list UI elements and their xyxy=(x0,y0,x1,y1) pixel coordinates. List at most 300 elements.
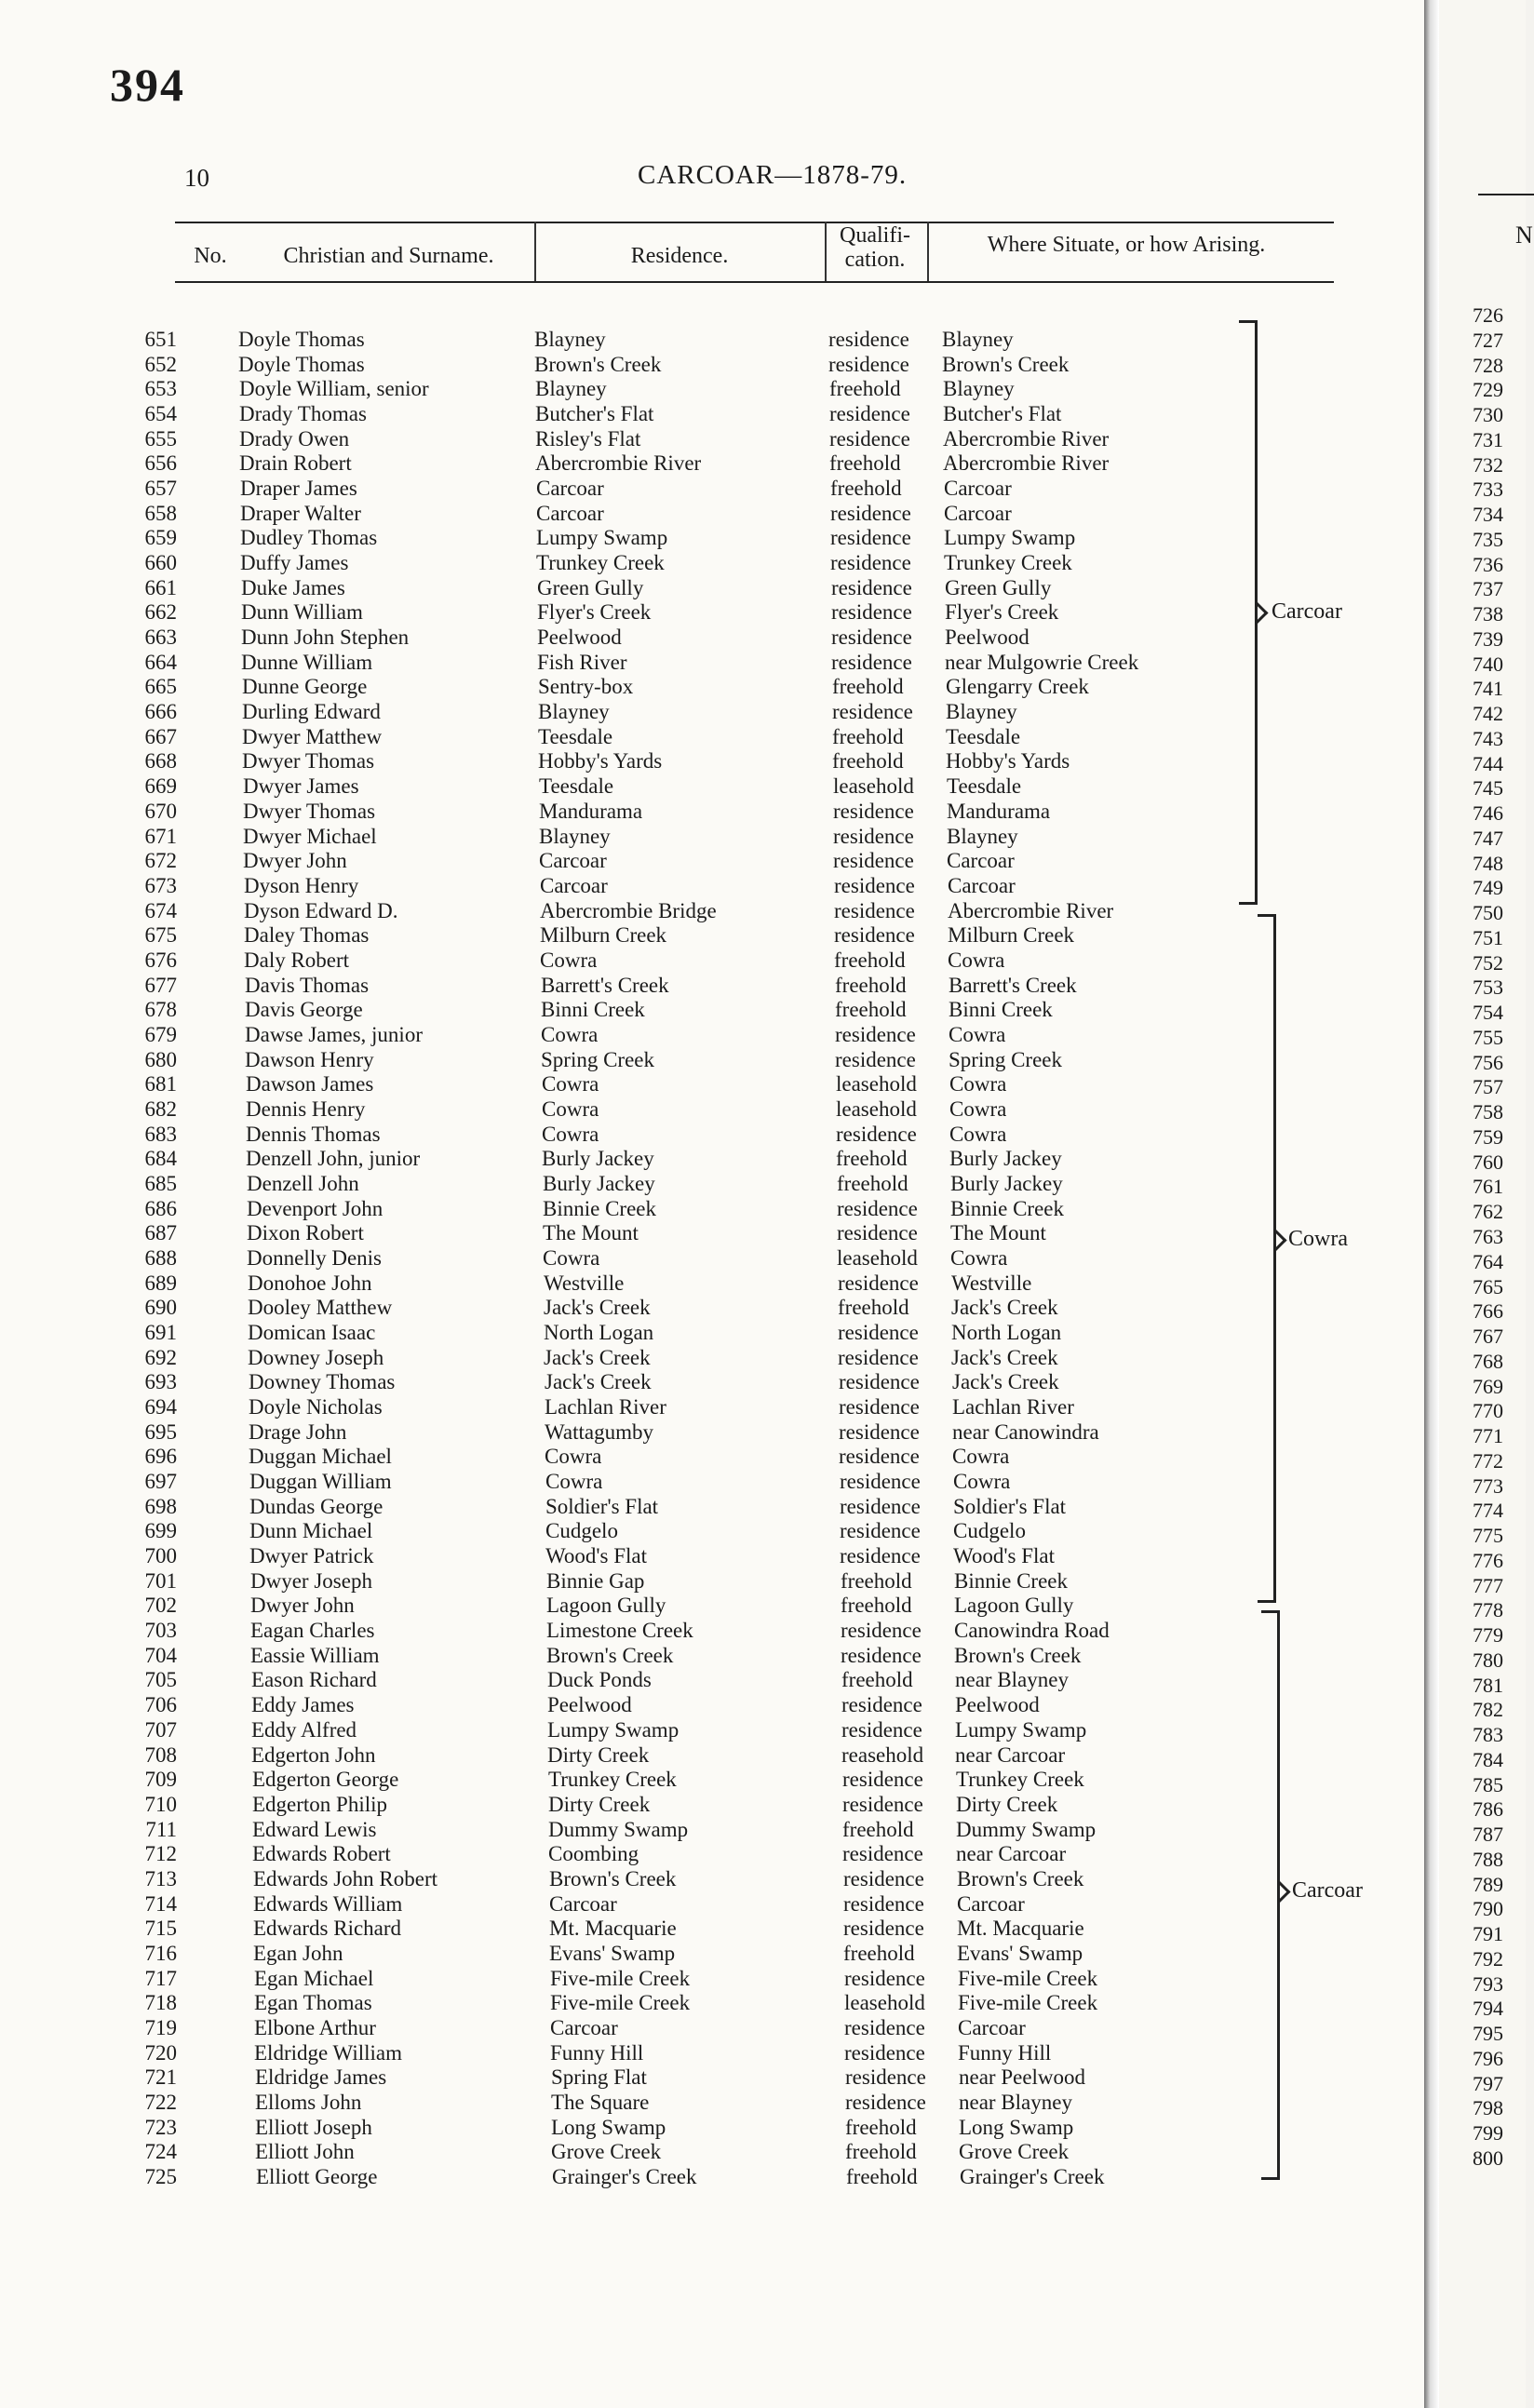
facing-entry-number: 773 xyxy=(1473,1474,1503,1498)
facing-entry-number: 761 xyxy=(1473,1175,1503,1198)
qualification-cell: freehold xyxy=(832,675,904,698)
where-situate-cell: Long Swamp xyxy=(959,2116,1074,2139)
entry-number: 651 xyxy=(144,328,177,351)
register-row xyxy=(0,1097,1424,1123)
entry-number: 673 xyxy=(144,874,177,897)
entry-number: 682 xyxy=(144,1097,177,1121)
qualification-cell: residence xyxy=(834,874,915,897)
entry-number: 715 xyxy=(144,1917,177,1940)
entry-number: 696 xyxy=(144,1445,177,1468)
where-situate-cell: near Blayney xyxy=(955,1668,1069,1691)
entry-number: 707 xyxy=(144,1718,177,1742)
entry-number: 716 xyxy=(144,1942,177,1965)
entry-number: 720 xyxy=(144,2041,177,2065)
header-top-rule xyxy=(175,222,1334,223)
facing-entry-number: 742 xyxy=(1473,702,1503,725)
register-row xyxy=(0,2016,1424,2041)
where-situate-cell: Jack's Creek xyxy=(951,1346,1058,1369)
entry-number: 664 xyxy=(144,651,177,674)
voter-name: Doyle Thomas xyxy=(238,353,365,376)
where-situate-cell: Barrett's Creek xyxy=(949,974,1077,997)
residence-cell: Abercrombie River xyxy=(535,451,702,475)
facing-entry-number: 786 xyxy=(1473,1797,1503,1821)
qualification-cell: freehold xyxy=(829,377,901,400)
voter-name: Dunn William xyxy=(241,600,363,624)
voter-name: Dixon Robert xyxy=(247,1221,364,1244)
entry-number: 705 xyxy=(144,1668,177,1691)
voter-name: Dennis Thomas xyxy=(246,1123,381,1146)
register-row xyxy=(0,1346,1424,1371)
voter-name: Elliott George xyxy=(256,2165,378,2188)
residence-cell: Cowra xyxy=(545,1445,602,1468)
entry-number: 714 xyxy=(144,1892,177,1916)
qualification-cell: freehold xyxy=(836,1147,908,1170)
where-situate-cell: Blayney xyxy=(943,377,1015,400)
where-situate-cell: Teesdale xyxy=(946,725,1021,748)
register-row xyxy=(0,477,1424,502)
voter-name: Doyle Nicholas xyxy=(249,1395,383,1419)
voter-name: Dunn John Stephen xyxy=(241,626,410,649)
residence-cell: Trunkey Creek xyxy=(536,551,665,574)
voter-name: Drady Owen xyxy=(239,427,350,451)
voter-name: Davis Thomas xyxy=(245,974,370,997)
residence-cell: Mandurama xyxy=(539,800,643,823)
entry-number: 675 xyxy=(144,923,177,947)
where-situate-cell: Abercrombie River xyxy=(943,451,1110,475)
voter-name: Draper Walter xyxy=(240,502,361,525)
voter-name: Dundas George xyxy=(249,1495,384,1518)
register-row xyxy=(0,600,1424,626)
qualification-cell: residence xyxy=(831,626,912,649)
qualification-cell: residence xyxy=(830,526,911,549)
residence-cell: Burly Jackey xyxy=(542,1147,654,1170)
entry-number: 702 xyxy=(144,1594,177,1617)
voter-name: Edwards William xyxy=(253,1892,403,1916)
residence-cell: Teesdale xyxy=(538,725,613,748)
qualification-cell: residence xyxy=(831,576,912,599)
residence-cell: Abercrombie Bridge xyxy=(540,899,717,922)
register-row xyxy=(0,2065,1424,2091)
voter-name: Dooley Matthew xyxy=(248,1296,393,1319)
residence-cell: Risley's Flat xyxy=(535,427,641,451)
register-row xyxy=(0,1842,1424,1867)
entry-number: 667 xyxy=(144,725,177,748)
page-number: 394 xyxy=(110,59,185,111)
residence-cell: Blayney xyxy=(534,328,606,351)
where-situate-cell: Wood's Flat xyxy=(953,1544,1055,1567)
facing-entry-number: 757 xyxy=(1473,1075,1503,1098)
residence-cell: Milburn Creek xyxy=(540,923,667,947)
residence-cell: Mt. Macquarie xyxy=(549,1917,677,1940)
entry-number: 674 xyxy=(144,899,177,922)
register-row xyxy=(0,1768,1424,1793)
residence-cell: Five-mile Creek xyxy=(550,1967,691,1990)
register-row xyxy=(0,1917,1424,1942)
register-row xyxy=(0,800,1424,825)
entry-number: 722 xyxy=(144,2091,177,2114)
entry-number: 708 xyxy=(144,1743,177,1767)
facing-entry-number: 791 xyxy=(1473,1922,1503,1945)
column-header-qualification: Qualifi- cation. xyxy=(840,223,910,273)
qualification-cell: leasehold xyxy=(837,1246,918,1270)
facing-entry-number: 743 xyxy=(1473,727,1503,750)
voter-name: Duggan Michael xyxy=(249,1445,392,1468)
qualification-cell: residence xyxy=(842,1793,923,1816)
voter-name: Eassie William xyxy=(250,1644,380,1667)
entry-number: 717 xyxy=(144,1967,177,1990)
facing-entry-number: 788 xyxy=(1473,1848,1503,1871)
voter-name: Dudley Thomas xyxy=(240,526,378,549)
residence-cell: Lumpy Swamp xyxy=(536,526,668,549)
column-header-residence: Residence. xyxy=(630,244,729,268)
facing-entry-number: 741 xyxy=(1473,677,1503,700)
residence-cell: Carcoar xyxy=(550,2016,618,2039)
entry-number: 685 xyxy=(144,1172,177,1195)
entry-number: 686 xyxy=(144,1197,177,1220)
residence-cell: Binnie Creek xyxy=(543,1197,656,1220)
residence-cell: Cowra xyxy=(541,1023,599,1046)
residence-cell: Soldier's Flat xyxy=(545,1495,659,1518)
facing-entry-number: 785 xyxy=(1473,1773,1503,1796)
qualification-cell: freehold xyxy=(832,749,904,773)
register-row xyxy=(0,2116,1424,2141)
register-row xyxy=(0,1644,1424,1669)
register-row xyxy=(0,1519,1424,1544)
entry-number: 669 xyxy=(144,774,177,798)
voter-name: Elliott John xyxy=(255,2140,355,2163)
voter-name: Dwyer Thomas xyxy=(243,800,376,823)
facing-entry-number: 776 xyxy=(1473,1549,1503,1572)
facing-entry-number: 726 xyxy=(1473,303,1503,327)
residence-cell: Cowra xyxy=(540,948,598,972)
where-situate-cell: Trunkey Creek xyxy=(944,551,1072,574)
voter-name: Elliott Joseph xyxy=(255,2116,372,2139)
qualification-cell: freehold xyxy=(845,2140,917,2163)
entry-number: 712 xyxy=(144,1842,177,1865)
residence-cell: Butcher's Flat xyxy=(535,402,654,425)
register-row xyxy=(0,427,1424,452)
register-row xyxy=(0,1743,1424,1769)
entry-number: 660 xyxy=(144,551,177,574)
voter-name: Dwyer Joseph xyxy=(250,1569,372,1593)
qualification-cell: freehold xyxy=(841,1594,912,1617)
header-bottom-rule xyxy=(175,281,1334,283)
facing-entry-number: 762 xyxy=(1473,1200,1503,1223)
register-row xyxy=(0,1420,1424,1446)
facing-entry-number: 793 xyxy=(1473,1972,1503,1996)
voter-name: Eldridge James xyxy=(255,2065,387,2089)
residence-cell: Trunkey Creek xyxy=(548,1768,677,1791)
register-row xyxy=(0,1370,1424,1395)
entry-number: 697 xyxy=(144,1470,177,1493)
qualification-cell: freehold xyxy=(830,477,902,500)
register-row xyxy=(0,1967,1424,1992)
qualification-cell: residence xyxy=(840,1544,921,1567)
where-situate-cell: Hobby's Yards xyxy=(946,749,1070,773)
residence-cell: Peelwood xyxy=(547,1693,632,1716)
where-situate-cell: Cowra xyxy=(949,1123,1007,1146)
residence-cell: Peelwood xyxy=(537,626,622,649)
qualification-cell: freehold xyxy=(832,725,904,748)
register-row xyxy=(0,725,1424,750)
residence-cell: Brown's Creek xyxy=(534,353,662,376)
qualification-cell: residence xyxy=(829,427,910,451)
qualification-cell: residence xyxy=(844,2016,925,2039)
voter-name: Dyson Edward D. xyxy=(244,899,398,922)
register-row xyxy=(0,1470,1424,1495)
entry-number: 692 xyxy=(144,1346,177,1369)
entry-number: 710 xyxy=(144,1793,177,1816)
voter-name: Daley Thomas xyxy=(244,923,370,947)
entry-number: 676 xyxy=(144,948,177,972)
voter-name: Dwyer Matthew xyxy=(242,725,383,748)
qualification-cell: residence xyxy=(844,1967,925,1990)
qualification-cell: residence xyxy=(832,700,913,723)
qualification-cell: residence xyxy=(839,1420,920,1444)
where-situate-cell: Burly Jackey xyxy=(950,1172,1063,1195)
facing-entry-number: 777 xyxy=(1473,1574,1503,1597)
residence-cell: Carcoar xyxy=(540,874,608,897)
register-row xyxy=(0,1991,1424,2016)
voter-name: Edgerton John xyxy=(251,1743,376,1767)
entry-number: 688 xyxy=(144,1246,177,1270)
where-situate-cell: Lumpy Swamp xyxy=(955,1718,1087,1742)
qualification-cell: residence xyxy=(841,1619,922,1642)
where-situate-cell: Lachlan River xyxy=(952,1395,1074,1419)
qualification-cell: residence xyxy=(840,1495,921,1518)
register-row xyxy=(0,1123,1424,1148)
voter-name: Doyle Thomas xyxy=(238,328,365,351)
facing-entry-number: 759 xyxy=(1473,1125,1503,1149)
facing-entry-number: 794 xyxy=(1473,1997,1503,2020)
qualification-cell: residence xyxy=(833,825,914,848)
register-row xyxy=(0,774,1424,800)
residence-cell: Jack's Creek xyxy=(544,1296,651,1319)
entry-number: 701 xyxy=(144,1569,177,1593)
where-situate-cell: Lagoon Gully xyxy=(954,1594,1074,1617)
facing-entry-number: 753 xyxy=(1473,975,1503,999)
voter-name: Eldridge William xyxy=(254,2041,402,2065)
voter-name: Duffy James xyxy=(240,551,349,574)
register-row xyxy=(0,2165,1424,2190)
residence-cell: Hobby's Yards xyxy=(538,749,663,773)
facing-entry-number: 748 xyxy=(1473,852,1503,875)
residence-cell: Lagoon Gully xyxy=(546,1594,666,1617)
qualification-cell: residence xyxy=(838,1271,919,1295)
entry-number: 725 xyxy=(144,2165,177,2188)
qualification-cell: residence xyxy=(843,1867,924,1890)
qualification-cell: residence xyxy=(839,1370,920,1393)
register-row xyxy=(0,1693,1424,1718)
where-situate-cell: Green Gully xyxy=(945,576,1052,599)
where-situate-cell: near Canowindra xyxy=(952,1420,1099,1444)
residence-cell: Carcoar xyxy=(536,502,604,525)
where-situate-cell: Cowra xyxy=(952,1445,1010,1468)
residence-cell: Grove Creek xyxy=(551,2140,662,2163)
qualification-cell: residence xyxy=(828,328,909,351)
residence-cell: Brown's Creek xyxy=(549,1867,677,1890)
qualification-cell: residence xyxy=(842,1842,923,1865)
register-row xyxy=(0,1072,1424,1097)
residence-cell: North Logan xyxy=(544,1321,654,1344)
voter-name: Duggan William xyxy=(249,1470,392,1493)
where-situate-cell: Brown's Creek xyxy=(957,1867,1084,1890)
entry-number: 711 xyxy=(145,1818,177,1841)
qualification-cell: freehold xyxy=(846,2165,918,2188)
facing-entry-number: 745 xyxy=(1473,776,1503,800)
where-situate-cell: Trunkey Creek xyxy=(956,1768,1084,1791)
register-row xyxy=(0,1718,1424,1743)
facing-entry-number: 783 xyxy=(1473,1723,1503,1746)
facing-page xyxy=(1439,0,1533,2408)
where-situate-cell: Blayney xyxy=(946,700,1017,723)
residence-cell: Wood's Flat xyxy=(545,1544,647,1567)
where-situate-cell: Carcoar xyxy=(944,477,1012,500)
register-row xyxy=(0,1495,1424,1520)
where-situate-cell: Teesdale xyxy=(947,774,1022,798)
register-row xyxy=(0,1594,1424,1619)
qualification-cell: residence xyxy=(833,800,914,823)
voter-name: Dwyer John xyxy=(250,1594,355,1617)
facing-entry-number: 799 xyxy=(1473,2121,1503,2145)
register-row xyxy=(0,626,1424,651)
facing-entry-number: 740 xyxy=(1473,652,1503,676)
book-gutter xyxy=(1424,0,1439,2408)
voter-name: Denzell John, junior xyxy=(246,1147,421,1170)
qualification-cell: residence xyxy=(841,1718,922,1742)
where-situate-cell: near Carcoar xyxy=(955,1743,1066,1767)
residence-cell: Dummy Swamp xyxy=(548,1818,689,1841)
qualification-cell: residence xyxy=(841,1644,922,1667)
voter-name: Duke James xyxy=(241,576,345,599)
residence-cell: Brown's Creek xyxy=(546,1644,674,1667)
facing-entry-number: 779 xyxy=(1473,1623,1503,1647)
group-label: Carcoar xyxy=(1292,1878,1363,1903)
voter-name: Davis George xyxy=(245,998,363,1021)
voter-name: Edgerton George xyxy=(252,1768,399,1791)
qualification-cell: residence xyxy=(828,353,909,376)
qualification-cell: residence xyxy=(838,1321,919,1344)
register-row xyxy=(0,1892,1424,1917)
entry-number: 719 xyxy=(144,2016,177,2039)
facing-entry-number: 738 xyxy=(1473,602,1503,626)
where-situate-cell: Carcoar xyxy=(947,849,1015,872)
entry-number: 653 xyxy=(144,377,177,400)
entry-number: 654 xyxy=(144,402,177,425)
residence-cell: Blayney xyxy=(538,700,610,723)
residence-cell: Binnie Gap xyxy=(546,1569,645,1593)
where-situate-cell: Jack's Creek xyxy=(951,1296,1058,1319)
column-header-name: Christian and Surname. xyxy=(283,244,494,268)
voter-name: Dwyer Michael xyxy=(243,825,377,848)
register-row xyxy=(0,1619,1424,1644)
facing-entry-number: 758 xyxy=(1473,1100,1503,1123)
register-row xyxy=(0,1172,1424,1197)
where-situate-cell: Carcoar xyxy=(958,2016,1026,2039)
register-row xyxy=(0,825,1424,850)
facing-entry-number: 763 xyxy=(1473,1225,1503,1248)
where-situate-cell: Butcher's Flat xyxy=(943,402,1062,425)
residence-cell: Grainger's Creek xyxy=(552,2165,697,2188)
qualification-cell: reasehold xyxy=(841,1743,924,1767)
facing-entry-number: 766 xyxy=(1473,1299,1503,1323)
voter-name: Drady Thomas xyxy=(239,402,367,425)
qualification-cell: freehold xyxy=(841,1569,912,1593)
facing-header-fragment: N xyxy=(1515,222,1533,249)
voter-name: Dwyer John xyxy=(243,849,347,872)
facing-entry-number: 734 xyxy=(1473,503,1503,526)
voter-name: Eagan Charles xyxy=(250,1619,375,1642)
register-row xyxy=(0,1793,1424,1818)
entry-number: 656 xyxy=(144,451,177,475)
qualification-cell: residence xyxy=(837,1221,918,1244)
where-situate-cell: Carcoar xyxy=(957,1892,1025,1916)
where-situate-cell: Brown's Creek xyxy=(942,353,1070,376)
facing-entry-number: 764 xyxy=(1473,1250,1503,1273)
entry-number: 698 xyxy=(144,1495,177,1518)
entry-number: 709 xyxy=(144,1768,177,1791)
facing-entry-number: 775 xyxy=(1473,1524,1503,1547)
entry-number: 671 xyxy=(144,825,177,848)
facing-entry-number: 789 xyxy=(1473,1873,1503,1896)
where-situate-cell: Binnie Creek xyxy=(950,1197,1064,1220)
residence-cell: Long Swamp xyxy=(551,2116,666,2139)
voter-name: Dunne George xyxy=(242,675,368,698)
residence-cell: Cowra xyxy=(543,1246,600,1270)
register-row xyxy=(0,1544,1424,1569)
facing-entry-number: 769 xyxy=(1473,1375,1503,1398)
qualification-cell: residence xyxy=(830,502,911,525)
voter-name: Elbone Arthur xyxy=(254,2016,376,2039)
voter-name: Dawse James, junior xyxy=(245,1023,423,1046)
where-situate-cell: Cowra xyxy=(949,1072,1007,1096)
qualification-cell: residence xyxy=(834,899,915,922)
facing-entry-number: 756 xyxy=(1473,1051,1503,1074)
voter-name: Daly Robert xyxy=(244,948,350,972)
voter-name: Draper James xyxy=(240,477,357,500)
entry-number: 659 xyxy=(144,526,177,549)
where-situate-cell: Jack's Creek xyxy=(952,1370,1059,1393)
where-situate-cell: Westville xyxy=(951,1271,1032,1295)
qualification-cell: freehold xyxy=(835,974,907,997)
voter-name: Domican Isaac xyxy=(248,1321,376,1344)
register-row xyxy=(0,1023,1424,1048)
residence-cell: Cudgelo xyxy=(545,1519,618,1542)
voter-name: Edward Lewis xyxy=(252,1818,377,1841)
where-situate-cell: near Mulgowrie Creek xyxy=(945,651,1139,674)
residence-cell: Flyer's Creek xyxy=(537,600,652,624)
facing-entry-number: 771 xyxy=(1473,1424,1503,1447)
voter-name: Egan John xyxy=(253,1942,343,1965)
facing-entry-number: 770 xyxy=(1473,1399,1503,1422)
voter-name: Denzell John xyxy=(247,1172,359,1195)
register-row xyxy=(0,2140,1424,2165)
where-situate-cell: Cowra xyxy=(949,1023,1006,1046)
qualification-cell: residence xyxy=(843,1917,924,1940)
where-situate-cell: Abercrombie River xyxy=(943,427,1110,451)
facing-entry-number: 782 xyxy=(1473,1698,1503,1721)
qualification-cell: residence xyxy=(831,651,912,674)
register-row xyxy=(0,377,1424,402)
qualification-cell: freehold xyxy=(841,1668,913,1691)
residence-cell: The Square xyxy=(551,2091,650,2114)
entry-number: 666 xyxy=(144,700,177,723)
facing-entry-number: 729 xyxy=(1473,378,1503,401)
qualification-cell: residence xyxy=(836,1123,917,1146)
where-situate-cell: Binni Creek xyxy=(949,998,1053,1021)
residence-cell: Sentry-box xyxy=(538,675,634,698)
voter-name: Eason Richard xyxy=(251,1668,377,1691)
